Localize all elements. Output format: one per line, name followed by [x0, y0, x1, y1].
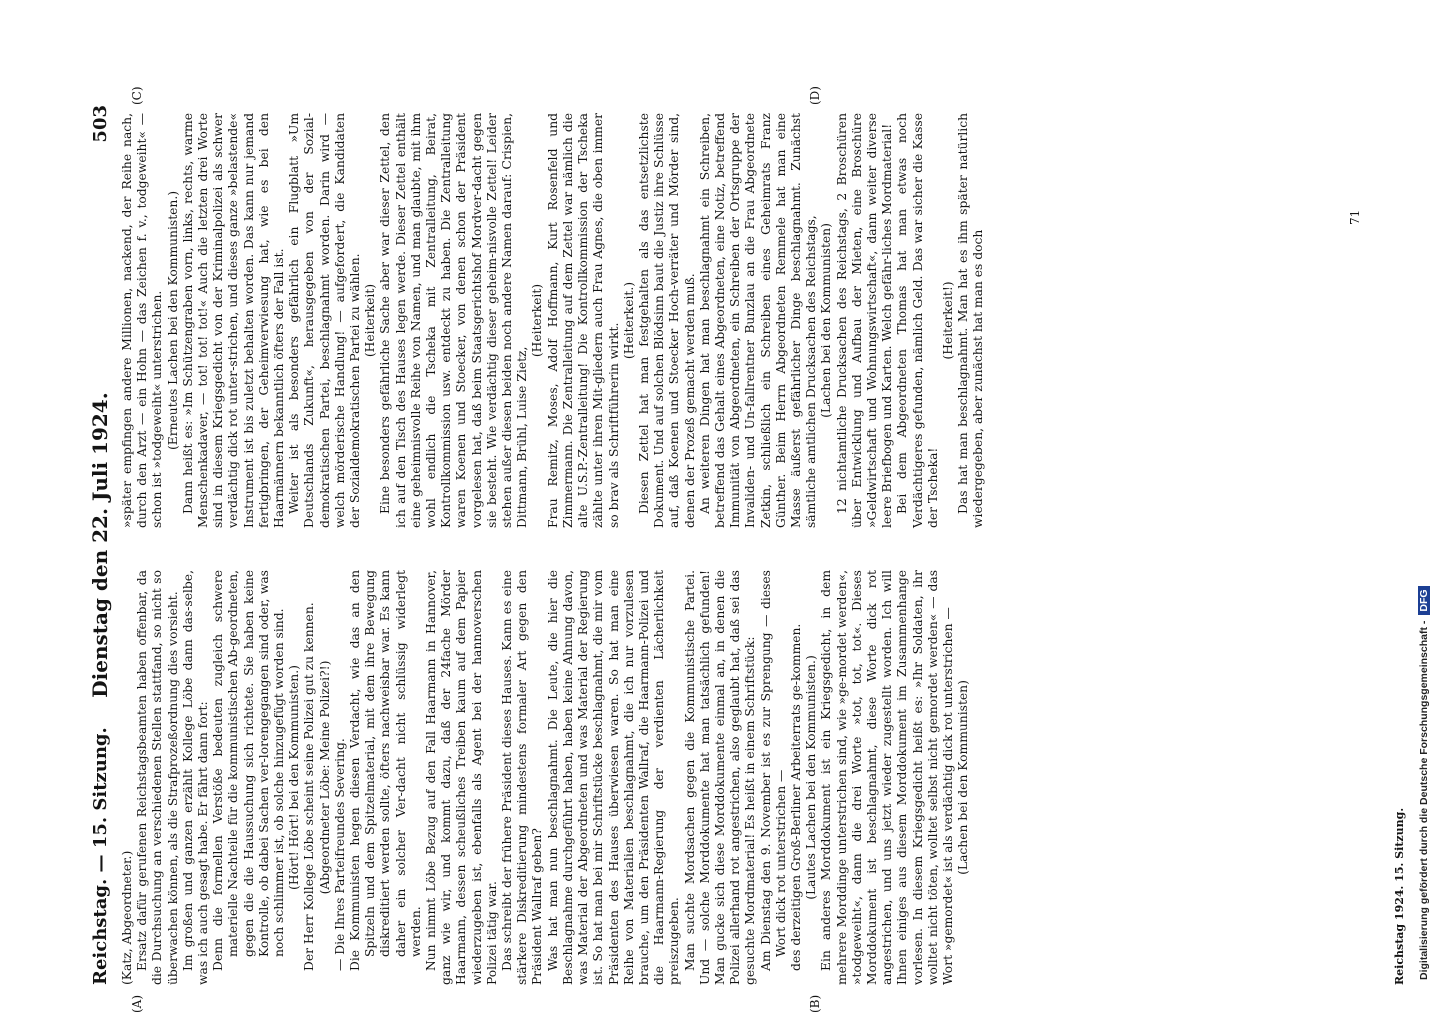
text-column-right — [120, 113, 987, 528]
header-page-number: 503 — [90, 105, 111, 143]
header-date: Dienstag den 22. Juli 1924. — [88, 392, 112, 698]
header-left: Reichstag. — 15. Sitzung. — [90, 727, 111, 985]
quote-paragraph: Am Dienstag den 9. November ist es zur Sprengung — dieses Wort dick rot unterstrichen — — [758, 570, 788, 971]
paragraph: Frau Remitz, Moses, Adolf Hoffmann, Kurt Rosenfeld und Zimmermann. Die Zentralleitung auf dem Zettel war nämlich die alte U.S.P.-Zentralleitung! Die Kontrollkommission der Tscheka zählte unter ihren Mit-gliedern auch Frau Agnes, die oben immer so brav als Schriftführerin wirkt. — [545, 113, 621, 528]
paragraph: Der Herr Kollege Löbe scheint seine Polizei gut zu kennen. — [302, 602, 317, 971]
paragraph: Bei dem Abgeordneten Thomas hat man etwas noch Verdächtigeres gefunden, nämlich Geld. Das war sicher die Kasse der Tscheka! — [895, 113, 940, 528]
interjection: (Hört! Hört! bei den Kommunisten.) — [287, 665, 302, 890]
quote-paragraph: Denn die formellen Verstöße bedeuten zugleich schwere materielle Nachteile für die kommunistischen Ab-geordneten, gegen die die Haussuchung sich richtete. Sie haben keine Kontrolle, ob dabei Sachen ver-lorengegangen sind oder, was noch schlimmer ist, ob solche hinzugefügt worden sind. — [211, 570, 287, 971]
interjection: (Lachen bei den Kommunisten) — [956, 680, 971, 875]
rotated-page — [86, 86, 1406, 1013]
text-column-left — [120, 570, 971, 985]
paragraph: Dann heißt es: »Im Schützengraben vorn, links, rechts, warme Menschenkadaver, — tot! tot! tot!« Auch die letzten drei Worte sind in diesem Kriegsgedicht von der Kriminalpolizei als schwer verdächtig dick rot unter-strichen, und dieses ganze »belastende« Instrument ist bis zuletzt behalten worden. Das kann nur jemand fertigbringen, der Geheimverwiesung hat, wie es bei den Haarmännern bekanntlich öfters der Fall ist. — [180, 113, 287, 528]
page-header — [86, 105, 116, 985]
interjection: (Heiterkeit.) — [621, 281, 636, 360]
interjection: (Lachen bei den Kommunisten) — [819, 223, 834, 418]
paragraph: »später empfingen andere Millionen, nackend, der Reihe nach, durch den Arzt — ein Hohn — das Zeichen f. v., todgeweiht« — schon ist »todgeweiht« unterstrichen. — [120, 113, 165, 528]
dfg-logo: DFG — [1418, 586, 1430, 614]
paragraph: Das schreibt der frühere Präsident dieses Hauses. Kann es eine stärkere Diskreditierung mindestens formaler Art gegen den Präsident Wallraf geben? — [500, 570, 545, 985]
paragraph: Ersatz dafür gerufenen Reichstagsbeamten haben offenbar, da die Durchsuchung an verschiedenen Stellen stattfand, so nicht so überwachen können, als die Strafprozeßordnung dies vorsieht. — [135, 570, 180, 985]
paragraph: Was hat man nun beschlagnahmt. Die Leute, die hier die Beschlagnahme durchgeführt haben, haben keine Ahnung davon, was Material der Abgeordneten und was Material der Regierung ist. So hat man bei mir Schriftstücke beschlagnahmt, die mir vom Präsidenten des Hauses überwiesen waren. So hat man eine Reihe von Materialien beschlagnahmt, die ich nur vorzulesen brauche, um den Präsidenten Wallraf, die Haarmann-Polizei und die Haarmann-Regierung der verdienten Lächerlichkeit preiszugeben. — [545, 570, 682, 985]
paragraph: Weiter ist als besonders gefährlich ein Flugblatt »Um Deutschlands Zukunft«, herausgegeben von der Sozial-demokratischen Partei, beschlagnahmt worden. Darin wird — welch mörderische Handlung! — aufgefordert, die Kandidaten der Sozialdemokratischen Partei zu wählen. — [287, 113, 363, 528]
digitization-text: Digitalisierung gefördert durch die Deutsche Forschungsgemeinschaft - — [1418, 620, 1430, 980]
paragraph: Diesen Zettel hat man festgehalten als das entsetzlichste Dokument. Und auf solchen Blödsinn baut die Justiz ihre Schlüsse auf, daß Koenen und Stoecker Hoch-verräter und Mörder sind, denen der Prozeß gemacht werden muß. — [636, 113, 697, 528]
quote-paragraph: Die Kommunisten hegen diesen Verdacht, wie das an den Spitzeln und dem Spitzelmaterial, mit dem ihre Bewegung diskreditiert werden sollte, öfters nachweisbar war. Es kann daher ein solcher Ver-dacht nicht schlüssig widerlegt werden. — [348, 570, 423, 971]
paragraph: Nun nimmt Löbe Bezug auf den Fall Haarmann in Hannover, ganz wie wir, und kommt dazu, daß der 24fache Mörder Haarmann, dessen scheußliches Treiben kaum auf dem Papier wiederzugeben ist, ebenfalls als Agent bei der hannoverschen Polizei tätig war. — [424, 570, 499, 985]
digitization-note — [1418, 0, 1434, 980]
margin-mark-b: (B) — [808, 994, 822, 1013]
signature-number: 71 — [1348, 209, 1362, 225]
interjection: (Lautes Lachen bei den Kommunisten.) — [804, 655, 819, 900]
paragraph: 12 nichtamtliche Drucksachen des Reichstags, 2 Broschüren über Entwicklung und Aufbau der Mieten, eine Broschüre »Geldwirtschaft und Wohnungswirtschaft«, dann weiter diverse leere Briefbogen und Karten. Welch gefähr-liches Mordmaterial! — [834, 113, 895, 528]
interjection: (Erneutes Lachen bei den Kommunisten.) — [165, 190, 180, 451]
speaker-label: (Katz, Abgeordneter.) — [120, 850, 134, 985]
interjection: (Abgeordneter Löbe: Meine Polizei?!) — [317, 660, 332, 895]
paragraph: Das hat man beschlagnahmt. Man hat es ihm später natürlich wiedergegeben, aber zunächst hat man es doch — [956, 113, 986, 528]
margin-mark-d: (D) — [808, 86, 822, 105]
interjection: (Heiterkeit!) — [940, 281, 955, 360]
paragraph: Im großen und ganzen erzählt Kollege Löbe dann das-selbe, was ich auch gesagt habe. Er fährt dann fort: — [180, 570, 211, 985]
paragraph: Eine besonders gefährliche Sache aber war dieser Zettel, den ich auf den Tisch des Hauses legen werde. Dieser Zettel enthält eine geheimnisvolle Reihe von Namen, und man glaubte, mit ihm wohl endlich die Tscheka mit Zentralleitung, Beirat, Kontrollkommission usw. entdeckt zu haben. Die Zentralleitung waren Koenen und Stoecker, von denen schon der Präsident vorgelesen hat, daß beim Staatsgerichtshof Mordver-dacht gegen sie besteht. Wie verdächtig dieser geheim-nisvolle Zettel! Leider stehen außer diesen beiden noch andere Namen darauf: Crispien, Dittmann, Brühl, Luise Zietz, — [378, 113, 530, 528]
paragraph: Man suchte Mordsachen gegen die Kommunistische Partei. Und — solche Morddokumente hat man tatsächlich gefunden! Man gucke sich diese Morddokumente einmal an, in denen die Polizei allerhand rot angestrichen, also geglaubt hat, daß sei das gesuchte Mordmaterial! Es heißt in einem Schriftstück: — [682, 570, 758, 985]
interjection: (Heiterkeit) — [363, 283, 378, 358]
quote-paragraph: des derzeitigen Groß-Berliner Arbeiterrats ge-kommen. — [788, 623, 803, 971]
paragraph: — Die Ihres Parteifreundes Severing. — [332, 738, 347, 971]
margin-mark-a: (A) — [130, 994, 144, 1013]
margin-mark-c: (C) — [130, 86, 144, 105]
page-footer: Reichstag 1924. 15. Sitzung. — [1393, 807, 1406, 985]
paragraph: Ein anderes Morddokument ist ein Kriegsgedicht, in dem mehrere Morddinge unterstrichen sind, wie »ge-mordet werden«, »todgeweiht«, dann die drei Worte »tot, tot, tot«. Dieses Morddokument ist beschlagnahmt, diese Worte dick rot angestrichen, und uns jetzt wieder zugestellt worden. Ich will Ihnen einiges aus diesem Morddokument im Zusammenhange vorlesen. In diesem Kriegsgedicht heißt es: »Ihr Soldaten, ihr wolltet nicht töten, wolltet selbst nicht gemordet werden« — das Wort »gemordet« ist als verdächtig dick rot unterstrichen — — [819, 570, 955, 985]
paragraph: An weiteren Dingen hat man beschlagnahmt ein Schreiben, betreffend das Gehalt eines Abgeordneten, eine Notiz, betreffend Immunität von Abgeordneten, ein Schreiben der Ortsgruppe der Invaliden- und Un-fallrentner Bunzlau an die Frau Abgeordnete Zetkin, schließlich ein Schreiben eines Geheimrats Franz Günther. Beim Herrn Abgeordneten Remmele hat man eine Masse äußerst gefährlicher Dinge beschlagnahmt. Zunächst sämtliche amtlichen Drucksachen des Reichstags, — [697, 113, 819, 528]
interjection: (Heiterkeit) — [530, 283, 545, 358]
